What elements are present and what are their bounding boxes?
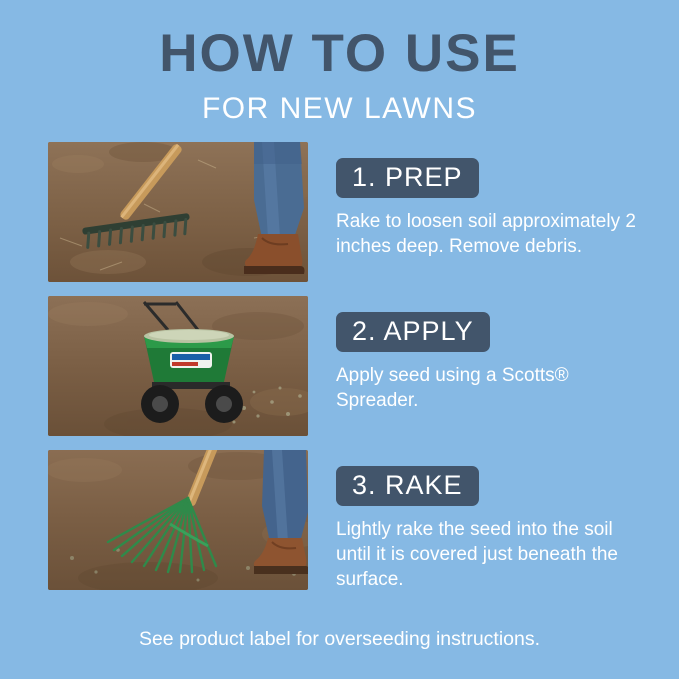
step-3-photo: [48, 450, 308, 590]
header: [0, 0, 679, 126]
step-2-description: Apply seed using a Scotts® Spreader.: [336, 365, 569, 412]
step-2-text: [336, 296, 679, 413]
step-2-photo: [48, 296, 308, 436]
step-3-description: Lightly rake the seed into the soil until it is covered just beneath the surface.: [336, 519, 619, 591]
leaf-rake-image: [48, 450, 308, 590]
step-1-photo: [48, 142, 308, 282]
step-3-badge: 3. RAKE: [336, 466, 479, 506]
step-1-text: [336, 142, 679, 259]
step-item: [0, 142, 679, 282]
step-item: [0, 450, 679, 592]
step-1-description: Rake to loosen soil approximately 2 inches deep. Remove debris.: [336, 211, 636, 258]
spreader-image: [48, 296, 308, 436]
step-item: [0, 296, 679, 436]
page-title: HOW TO USE: [159, 24, 520, 83]
step-3-text: [336, 450, 679, 592]
steps-list: [0, 142, 679, 606]
step-2-badge: 2. APPLY: [336, 312, 490, 352]
footer-note: See product label for overseeding instructions.: [138, 628, 541, 650]
page-subtitle: FOR NEW LAWNS: [201, 91, 478, 125]
step-1-badge: 1. PREP: [336, 158, 479, 198]
rake-soil-image: [48, 142, 308, 282]
